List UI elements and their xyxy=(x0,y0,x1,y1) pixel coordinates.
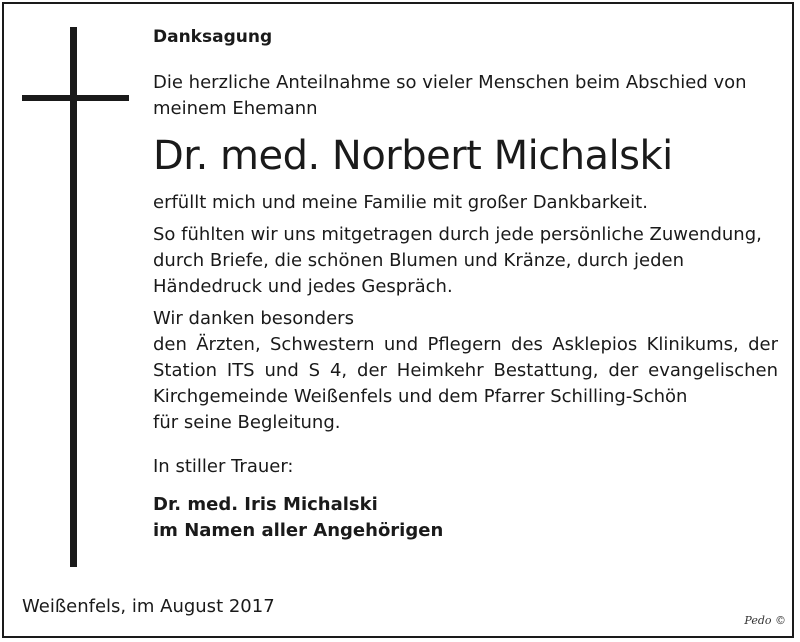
signers xyxy=(153,492,778,544)
support-line: durch Briefe, die schönen Blumen und Kränze, durch jeden xyxy=(153,250,684,271)
intro-line: Die herzliche Anteilnahme so vieler Menschen beim Abschied von xyxy=(153,72,747,93)
thanks-line: Kirchgemeinde Weißenfels und dem Pfarrer Schilling-Schön xyxy=(153,386,688,407)
cross-icon-bar xyxy=(22,95,129,101)
intro-line: meinem Ehemann xyxy=(153,98,318,119)
support-line: So fühlten wir uns mitgetragen durch jede persönliche Zuwendung, xyxy=(153,224,762,245)
thanks-line: Station ITS und S 4, der Heimkehr Bestattung, der evangelischen xyxy=(153,360,778,381)
deceased-name: Dr. med. Norbert Michalski xyxy=(153,133,673,179)
notice-heading: Danksagung xyxy=(153,27,273,47)
notice-content xyxy=(153,26,778,544)
intro-text xyxy=(153,70,778,122)
gratitude-line: erfüllt mich und meine Familie mit großer Dankbarkeit. xyxy=(153,192,648,213)
thanks-line: den Ärzten, Schwestern und Pflegern des Asklepios Klinikums, der xyxy=(153,334,778,355)
publisher-mark: Pedo © xyxy=(744,614,786,627)
signer-line: Dr. med. Iris Michalski xyxy=(153,494,378,515)
signoff: In stiller Trauer: xyxy=(153,456,294,477)
thanks-line: Wir danken besonders xyxy=(153,308,354,329)
place-date: Weißenfels, im August 2017 xyxy=(22,596,275,617)
support-line: Händedruck und jedes Gespräch. xyxy=(153,276,453,297)
thanks-text xyxy=(153,306,778,436)
support-text xyxy=(153,222,778,300)
signer-line: im Namen aller Angehörigen xyxy=(153,520,444,541)
cross-icon xyxy=(70,27,77,567)
thanks-line: für seine Begleitung. xyxy=(153,412,341,433)
